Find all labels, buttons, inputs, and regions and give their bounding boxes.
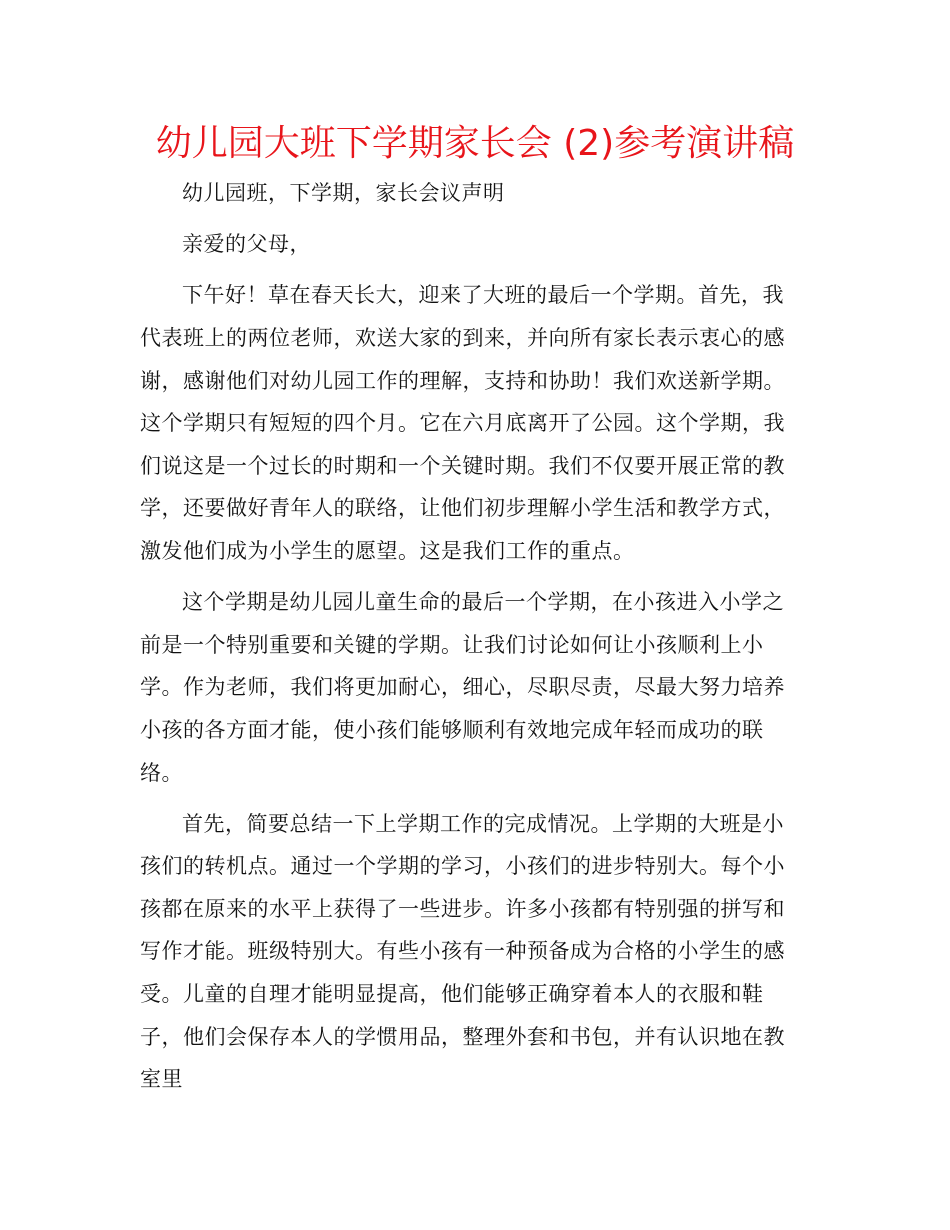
paragraph-2: 这个学期是幼儿园儿童生命的最后一个学期，在小孩进入小学之前是一个特别重要和关键的学期。让我们讨论如何让小孩顺利上小学。作为老师，我们将更加耐心，细心，尽职尽责，尽最大努力培养小孩的各方面才能，使小孩们能够顺利有效地完成年轻而成功的联络。 bbox=[140, 590, 785, 785]
document-subtitle: 幼儿园班，下学期，家长会议声明 bbox=[182, 181, 505, 205]
document-body bbox=[140, 172, 800, 1101]
greeting-line: 亲爱的父母， bbox=[182, 232, 311, 257]
paragraph-1: 下午好！草在春天长大，迎来了大班的最后一个学期。首先，我代表班上的两位老师，欢送大家的到来，并向所有家长表示衷心的感谢，感谢他们对幼儿园工作的理解，支持和协助！我们欢送新学期。这个学期只有短短的四个月。它在六月底离开了公园。这个学期，我们说这是一个过长的时期和一个关键时期。我们不仅要开展正常的教学，还要做好青年人的联络，让他们初步理解小学生活和教学方式，激发他们成为小学生的愿望。这是我们工作的重点。 bbox=[140, 283, 785, 563]
paragraph-3: 首先，简要总结一下上学期工作的完成情况。上学期的大班是小孩们的转机点。通过一个学期的学习，小孩们的进步特别大。每个小孩都在原来的水平上获得了一些进步。许多小孩都有特别强的拼写和写作才能。班级特别大。有些小孩有一种预备成为合格的小学生的感受。儿童的自理才能明显提高，他们能够正确穿着本人的衣服和鞋子，他们会保存本人的学惯用品，整理外套和书包，并有认识地在教室里 bbox=[140, 811, 785, 1092]
document-title: 幼儿园大班下学期家长会 (2)参考演讲稿 bbox=[155, 123, 795, 164]
